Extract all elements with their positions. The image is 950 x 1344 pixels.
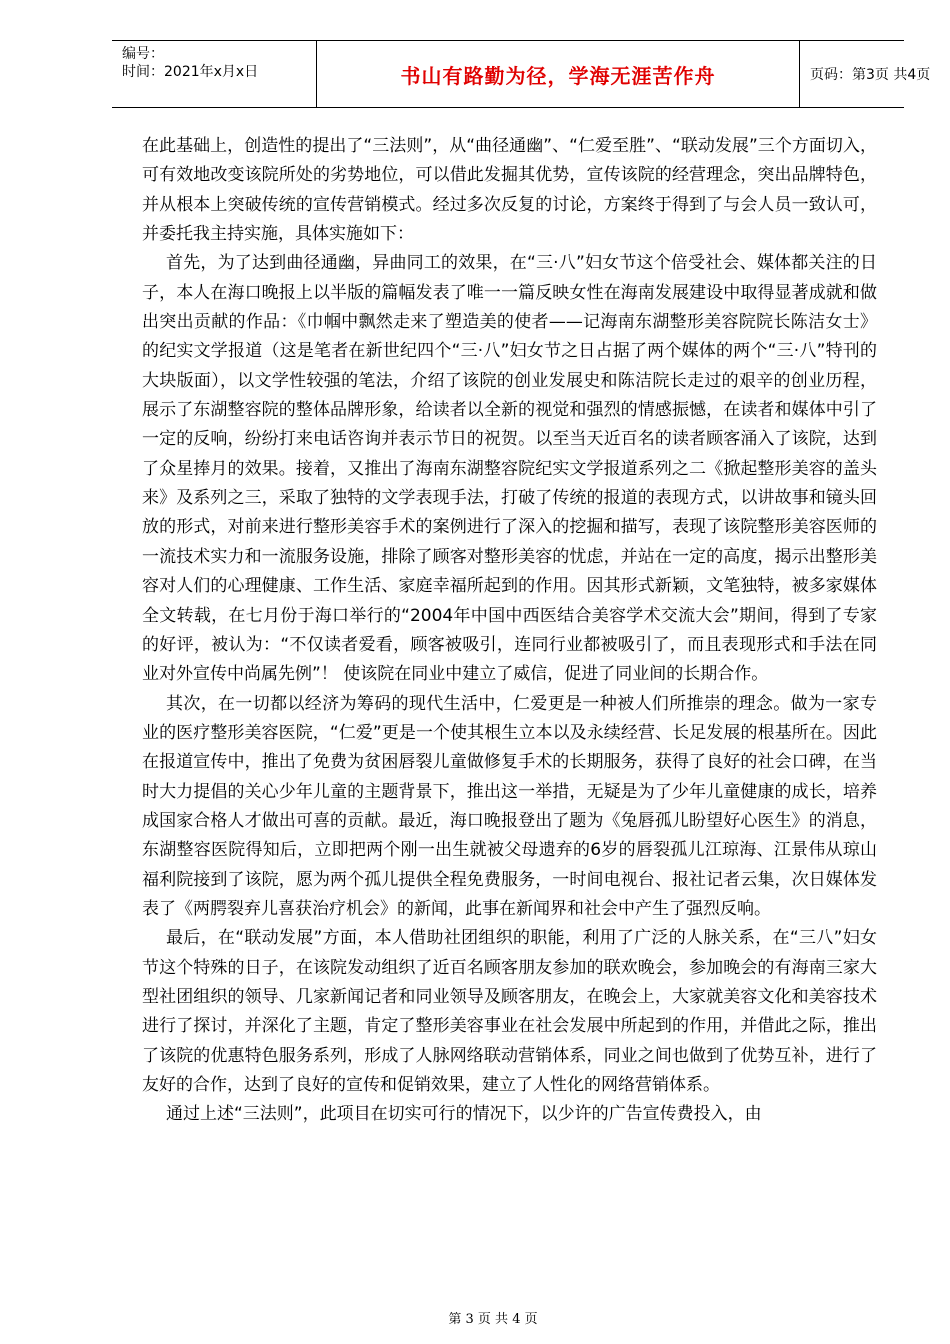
header-page-cell — [800, 41, 931, 107]
paragraph: 通过上述“三法则”，此项目在切实可行的情况下，以少许的广告宣传费投入，由 — [166, 1104, 762, 1125]
page-footer: 第 3 页 共 4 页 — [448, 1312, 538, 1327]
document-body — [142, 132, 877, 1130]
page-header — [112, 40, 931, 108]
page-label: 页码：第3页 共4页 — [810, 67, 931, 83]
number-label: 编号： — [122, 46, 164, 62]
paragraph: 首先，为了达到曲径通幽，异曲同工的效果，在“三·八”妇女节这个倍受社会、媒体都关注的日子，本人在海口晚报上以半版的篇幅发表了唯一一篇反映女性在海南发展建设中取得显著成就和做出突出贡献的作品：《巾帼中飘然走来了塑造美的使者——记海南东湖整形美容院院长陈洁女士》的纪实文学报道（这是笔者在新世纪四个“三·八”妇女节之日占据了两个媒体的两个“三·八”特刊的大块版面），以文学性较强的笔法，介绍了该院的创业发展史和陈洁院长走过的艰辛的创业历程，展示了东湖整容院的整体品牌形象，给读者以全新的视觉和强烈的情感振憾，在读者和媒体中引了一定的反响，纷纷打来电话咨询并表示节日的祝贺。以至当天近百名的读者顾客涌入了该院，达到了众星捧月的效果。接着，又推出了海南东湖整容院纪实文学报道系列之二《掀起整形美容的盖头来》及系列之三，采取了独特的文学表现手法，打破了传统的报道的表现方式，以讲故事和镜头回放的形式，对前来进行整形美容手术的案例进行了深入的挖掘和描写，表现了该院整形美容医师的一流技术实力和一流服务设施，排除了顾客对整形美容的忧虑，并站在一定的高度，揭示出整形美容对人们的心理健康、工作生活、家庭幸福所起到的作用。因其形式新颖，文笔独特，被多家媒体全文转载，在七月份于海口举行的“2004年中国中西医结合美容学术交流大会”期间，得到了专家的好评，被认为：“不仅读者爱看，顾客被吸引，连同行业都被吸引了，而且表现形式和手法在同业对外宣传中尚属先例”！ 使该院在同业中建立了威信，促进了同业间的长期合作。 — [142, 253, 877, 685]
time-label: 时间：2021年x月x日 — [122, 64, 259, 80]
motto: 书山有路勤为径，学海无涯苦作舟 — [400, 63, 716, 88]
header-motto-cell — [316, 41, 800, 107]
paragraph: 最后，在“联动发展”方面，本人借助社团组织的职能，利用了广泛的人脉关系，在“三八”妇女节这个特殊的日子，在该院发动组织了近百名顾客朋友参加的联欢晚会，参加晚会的有海南三家大型社团组织的领导、几家新闻记者和同业领导及顾客朋友，在晚会上，大家就美容文化和美容技术进行了探讨，并深化了主题，肯定了整形美容事业在社会发展中所起到的作用，并借此之际，推出了该院的优惠特色服务系列，形成了人脉网络联动营销体系，同业之间也做到了优势互补，进行了友好的合作，达到了良好的宣传和促销效果，建立了人性化的网络营销体系。 — [142, 928, 877, 1095]
paragraph: 其次，在一切都以经济为筹码的现代生活中，仁爱更是一种被人们所推崇的理念。做为一家专业的医疗整形美容医院，“仁爱”更是一个使其根生立本以及永续经营、长足发展的根基所在。因此在报道宣传中，推出了免费为贫困唇裂儿童做修复手术的长期服务，获得了良好的社会口碑，在当时大力提倡的关心少年儿童的主题背景下，推出这一举措，无疑是为了少年儿童健康的成长，培养成国家合格人才做出可喜的贡献。最近，海口晚报登出了题为《兔唇孤儿盼望好心医生》的消息，东湖整容医院得知后，立即把两个刚一出生就被父母遗弃的6岁的唇裂孤儿江琼海、江景伟从琼山福利院接到了该院，愿为两个孤儿提供全程免费服务，一时间电视台、报社记者云集，次日媒体发表了《两腭裂弃儿喜获治疗机会》的新闻，此事在新闻界和社会中产生了强烈反响。 — [142, 693, 877, 919]
paragraph: 在此基础上，创造性的提出了“三法则”，从“曲径通幽”、“仁爱至胜”、“联动发展”三个方面切入，可有效地改变该院所处的劣势地位，可以借此发掘其优势，宣传该院的经营理念，突出品牌特色，并从根本上突破传统的宣传营销模式。经过多次反复的讨论，方案终于得到了与会人员一致认可，并委托我主持实施，具体实施如下： — [142, 136, 877, 245]
header-meta — [112, 41, 316, 107]
